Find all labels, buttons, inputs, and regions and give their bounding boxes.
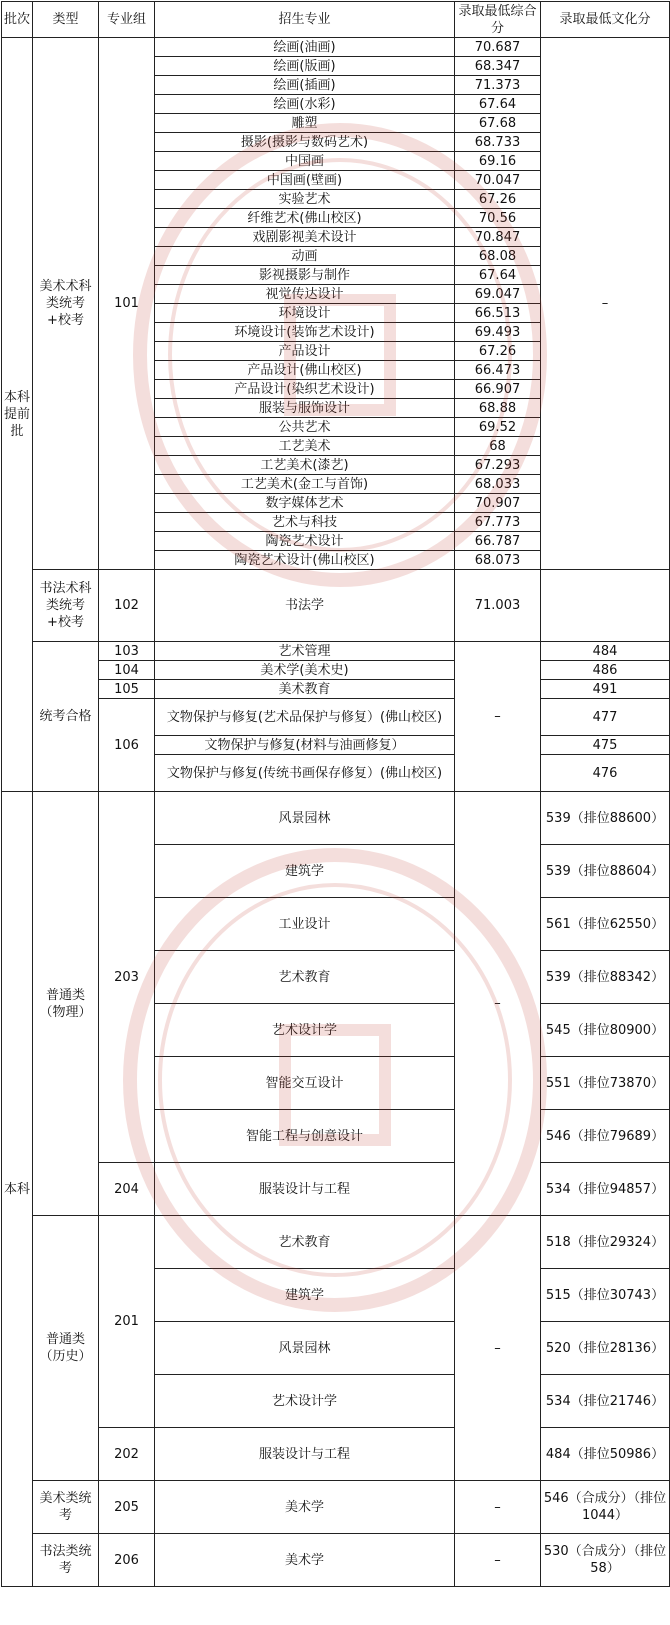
major-cell: 美术学 (155, 1534, 455, 1587)
culture-cell: 530（合成分）（排位58） (541, 1534, 670, 1587)
header-score: 录取最低综合分 (455, 2, 541, 38)
score-cell: 67.68 (455, 114, 541, 133)
major-cell: 产品设计(佛山校区) (155, 361, 455, 380)
score-cell: 68.347 (455, 57, 541, 76)
score-cell: 67.26 (455, 342, 541, 361)
major-cell: 戏剧影视美术设计 (155, 228, 455, 247)
group-cell: 105 (99, 680, 155, 699)
score-cell: – (455, 1481, 541, 1534)
major-cell: 服装与服饰设计 (155, 399, 455, 418)
culture-cell: 486 (541, 661, 670, 680)
score-cell: 71.373 (455, 76, 541, 95)
type-cell: 普通类（历史） (33, 1216, 99, 1481)
type-cell: 普通类（物理） (33, 792, 99, 1216)
score-cell: 70.687 (455, 38, 541, 57)
table-row (2, 570, 670, 642)
major-cell: 陶瓷艺术设计 (155, 532, 455, 551)
major-cell: 摄影(摄影与数码艺术) (155, 133, 455, 152)
score-cell: 68.88 (455, 399, 541, 418)
score-cell: 67.64 (455, 95, 541, 114)
score-cell: 70.907 (455, 494, 541, 513)
group-cell: 203 (99, 792, 155, 1163)
header-batch: 批次 (2, 2, 33, 38)
major-cell: 艺术设计学 (155, 1375, 455, 1428)
major-cell: 产品设计(染织艺术设计) (155, 380, 455, 399)
type-cell: 美术术科类统考+校考 (33, 38, 99, 570)
score-cell: 70.847 (455, 228, 541, 247)
score-cell: 69.493 (455, 323, 541, 342)
major-cell: 美术教育 (155, 680, 455, 699)
group-cell: 106 (99, 699, 155, 792)
header-row (2, 2, 670, 38)
table-row (2, 1216, 670, 1269)
major-cell: 艺术设计学 (155, 1004, 455, 1057)
admission-score-table (1, 1, 670, 1587)
culture-cell: 518（排位29324） (541, 1216, 670, 1269)
score-cell: 69.16 (455, 152, 541, 171)
score-cell: 68.073 (455, 551, 541, 570)
culture-cell: 561（排位62550） (541, 898, 670, 951)
score-cell: 68 (455, 437, 541, 456)
score-cell: 68.08 (455, 247, 541, 266)
header-group: 专业组 (99, 2, 155, 38)
culture-cell: 515（排位30743） (541, 1269, 670, 1322)
culture-cell: 476 (541, 755, 670, 792)
major-cell: 产品设计 (155, 342, 455, 361)
header-culture: 录取最低文化分 (541, 2, 670, 38)
major-cell: 文物保护与修复(传统书画保存修复）(佛山校区) (155, 755, 455, 792)
culture-cell: 520（排位28136） (541, 1322, 670, 1375)
score-cell: 70.047 (455, 171, 541, 190)
table-row (2, 792, 670, 845)
group-cell: 201 (99, 1216, 155, 1428)
culture-cell: 475 (541, 736, 670, 755)
group-cell: 104 (99, 661, 155, 680)
major-cell: 艺术教育 (155, 951, 455, 1004)
major-cell: 环境设计(装饰艺术设计) (155, 323, 455, 342)
major-cell: 陶瓷艺术设计(佛山校区) (155, 551, 455, 570)
major-cell: 服装设计与工程 (155, 1163, 455, 1216)
major-cell: 工业设计 (155, 898, 455, 951)
major-cell: 美术学(美术史) (155, 661, 455, 680)
major-cell: 艺术教育 (155, 1216, 455, 1269)
score-cell: 66.513 (455, 304, 541, 323)
major-cell: 建筑学 (155, 845, 455, 898)
major-cell: 工艺美术 (155, 437, 455, 456)
score-cell: 68.733 (455, 133, 541, 152)
major-cell: 风景园林 (155, 1322, 455, 1375)
major-cell: 工艺美术(金工与首饰) (155, 475, 455, 494)
score-cell: – (455, 1216, 541, 1481)
major-cell: 智能工程与创意设计 (155, 1110, 455, 1163)
admission-table-page (1, 1, 670, 1587)
major-cell: 视觉传达设计 (155, 285, 455, 304)
group-cell: 206 (99, 1534, 155, 1587)
major-cell: 风景园林 (155, 792, 455, 845)
table-row (2, 38, 670, 57)
type-cell: 书法术科类统考+校考 (33, 570, 99, 642)
major-cell: 中国画 (155, 152, 455, 171)
major-cell: 书法学 (155, 570, 455, 642)
major-cell: 绘画(油画) (155, 38, 455, 57)
score-cell: 70.56 (455, 209, 541, 228)
header-type: 类型 (33, 2, 99, 38)
score-cell: – (455, 1534, 541, 1587)
header-major: 招生专业 (155, 2, 455, 38)
major-cell: 雕塑 (155, 114, 455, 133)
major-cell: 文物保护与修复(材料与油画修复） (155, 736, 455, 755)
major-cell: 实验艺术 (155, 190, 455, 209)
table-body (2, 2, 670, 1587)
major-cell: 动画 (155, 247, 455, 266)
score-cell: 69.047 (455, 285, 541, 304)
culture-cell: 539（排位88600） (541, 792, 670, 845)
score-cell: 71.003 (455, 570, 541, 642)
major-cell: 纤维艺术(佛山校区) (155, 209, 455, 228)
culture-cell: 477 (541, 699, 670, 736)
type-cell: 美术类统考 (33, 1481, 99, 1534)
major-cell: 绘画(插画) (155, 76, 455, 95)
culture-cell: 491 (541, 680, 670, 699)
major-cell: 美术学 (155, 1481, 455, 1534)
major-cell: 服装设计与工程 (155, 1428, 455, 1481)
culture-cell: – (541, 38, 670, 570)
score-cell: 69.52 (455, 418, 541, 437)
major-cell: 数字媒体艺术 (155, 494, 455, 513)
score-cell: 66.787 (455, 532, 541, 551)
table-row (2, 661, 670, 680)
table-row (2, 680, 670, 699)
score-cell: 66.907 (455, 380, 541, 399)
score-cell: 68.033 (455, 475, 541, 494)
major-cell: 公共艺术 (155, 418, 455, 437)
table-row (2, 1428, 670, 1481)
table-row (2, 1534, 670, 1587)
culture-cell: 534（排位94857） (541, 1163, 670, 1216)
table-row (2, 699, 670, 736)
culture-cell: 534（排位21746） (541, 1375, 670, 1428)
major-cell: 绘画(版画) (155, 57, 455, 76)
table-row (2, 1481, 670, 1534)
type-cell: 书法类统考 (33, 1534, 99, 1587)
group-cell: 204 (99, 1163, 155, 1216)
score-cell: – (455, 792, 541, 1216)
group-cell: 205 (99, 1481, 155, 1534)
major-cell: 工艺美术(漆艺) (155, 456, 455, 475)
batch-cell: 本科提前批 (2, 38, 33, 792)
score-cell: 67.773 (455, 513, 541, 532)
score-cell: 66.473 (455, 361, 541, 380)
culture-cell: 539（排位88604） (541, 845, 670, 898)
major-cell: 影视摄影与制作 (155, 266, 455, 285)
score-cell: 67.64 (455, 266, 541, 285)
major-cell: 中国画(壁画) (155, 171, 455, 190)
major-cell: 艺术与科技 (155, 513, 455, 532)
major-cell: 绘画(水彩) (155, 95, 455, 114)
group-cell: 102 (99, 570, 155, 642)
major-cell: 艺术管理 (155, 642, 455, 661)
culture-cell: 484（排位50986） (541, 1428, 670, 1481)
major-cell: 建筑学 (155, 1269, 455, 1322)
culture-cell: 546（排位79689） (541, 1110, 670, 1163)
group-cell: 101 (99, 38, 155, 570)
culture-cell (541, 570, 670, 642)
major-cell: 智能交互设计 (155, 1057, 455, 1110)
batch-cell: 本科 (2, 792, 33, 1587)
score-cell: – (455, 642, 541, 792)
group-cell: 202 (99, 1428, 155, 1481)
table-row (2, 642, 670, 661)
group-cell: 103 (99, 642, 155, 661)
table-row (2, 1163, 670, 1216)
culture-cell: 551（排位73870） (541, 1057, 670, 1110)
score-cell: 67.26 (455, 190, 541, 209)
culture-cell: 545（排位80900） (541, 1004, 670, 1057)
type-cell: 统考合格 (33, 642, 99, 792)
culture-cell: 484 (541, 642, 670, 661)
culture-cell: 546（合成分）（排位1044） (541, 1481, 670, 1534)
major-cell: 环境设计 (155, 304, 455, 323)
score-cell: 67.293 (455, 456, 541, 475)
major-cell: 文物保护与修复(艺术品保护与修复）(佛山校区) (155, 699, 455, 736)
culture-cell: 539（排位88342） (541, 951, 670, 1004)
